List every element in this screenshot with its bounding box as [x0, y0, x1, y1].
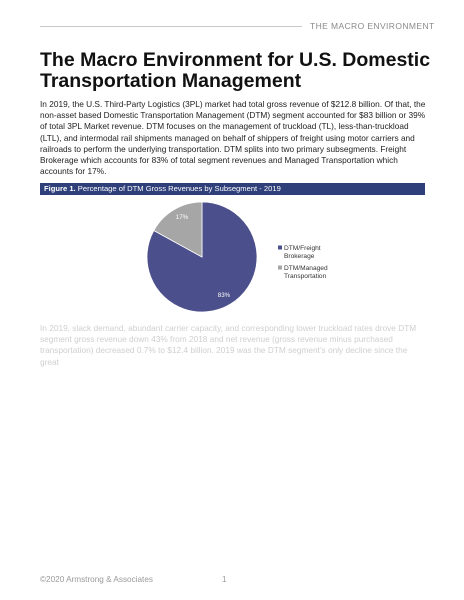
pie-chart [40, 195, 425, 320]
legend-swatch-2 [278, 266, 282, 270]
data-label-1: 83% [217, 292, 231, 299]
data-label-2: 17% [175, 214, 189, 221]
figure-caption: Percentage of DTM Gross Revenues by Subsegment - 2019 [77, 184, 281, 193]
footer-copyright: ©2020 Armstrong & Associates [40, 575, 153, 584]
legend-label-2: DTM/Managed Transportation [284, 265, 328, 280]
figure-caption-bar [40, 183, 425, 195]
header-rule [40, 26, 302, 27]
legend-swatch-1 [278, 246, 282, 250]
page-title: The Macro Environment for U.S. Domestic Transportation Management [40, 49, 431, 92]
running-head: THE MACRO ENVIRONMENT [310, 21, 435, 31]
legend-label-1: DTM/Freight Brokerage [284, 245, 321, 260]
intro-paragraph: In 2019, the U.S. Third-Party Logistics (3PL) market had total gross revenue of $212.8 billion. Of that, the non-asset based Domestic Transportation Management (DTM) segment accounted for $83 billion or 39% of total 3PL Market revenue. DTM focuses on the management of truckload (TL), less-than-truckload (LTL), and intermodal rail shipments managed on behalf of shippers of freight using motor carriers and railroads to perform the underlying transportation. DTM splits into two primary subsegments. Freight Brokerage which accounts for 83% of total segment revenues and Managed Transportation which accounts for 17%. [40, 99, 426, 177]
page-number: 1 [222, 575, 227, 584]
faded-paragraph: In 2019, slack demand, abundant carrier capacity, and corresponding lower truckload rates drove DTM segment gross revenue down 43% from 2018 and net revenue (gross revenue minus purchased transportation) decreased 0.7% to $12.4 billion. 2019 was the DTM segment's only decline since the great [40, 323, 417, 367]
figure-number: Figure 1. [44, 184, 76, 193]
